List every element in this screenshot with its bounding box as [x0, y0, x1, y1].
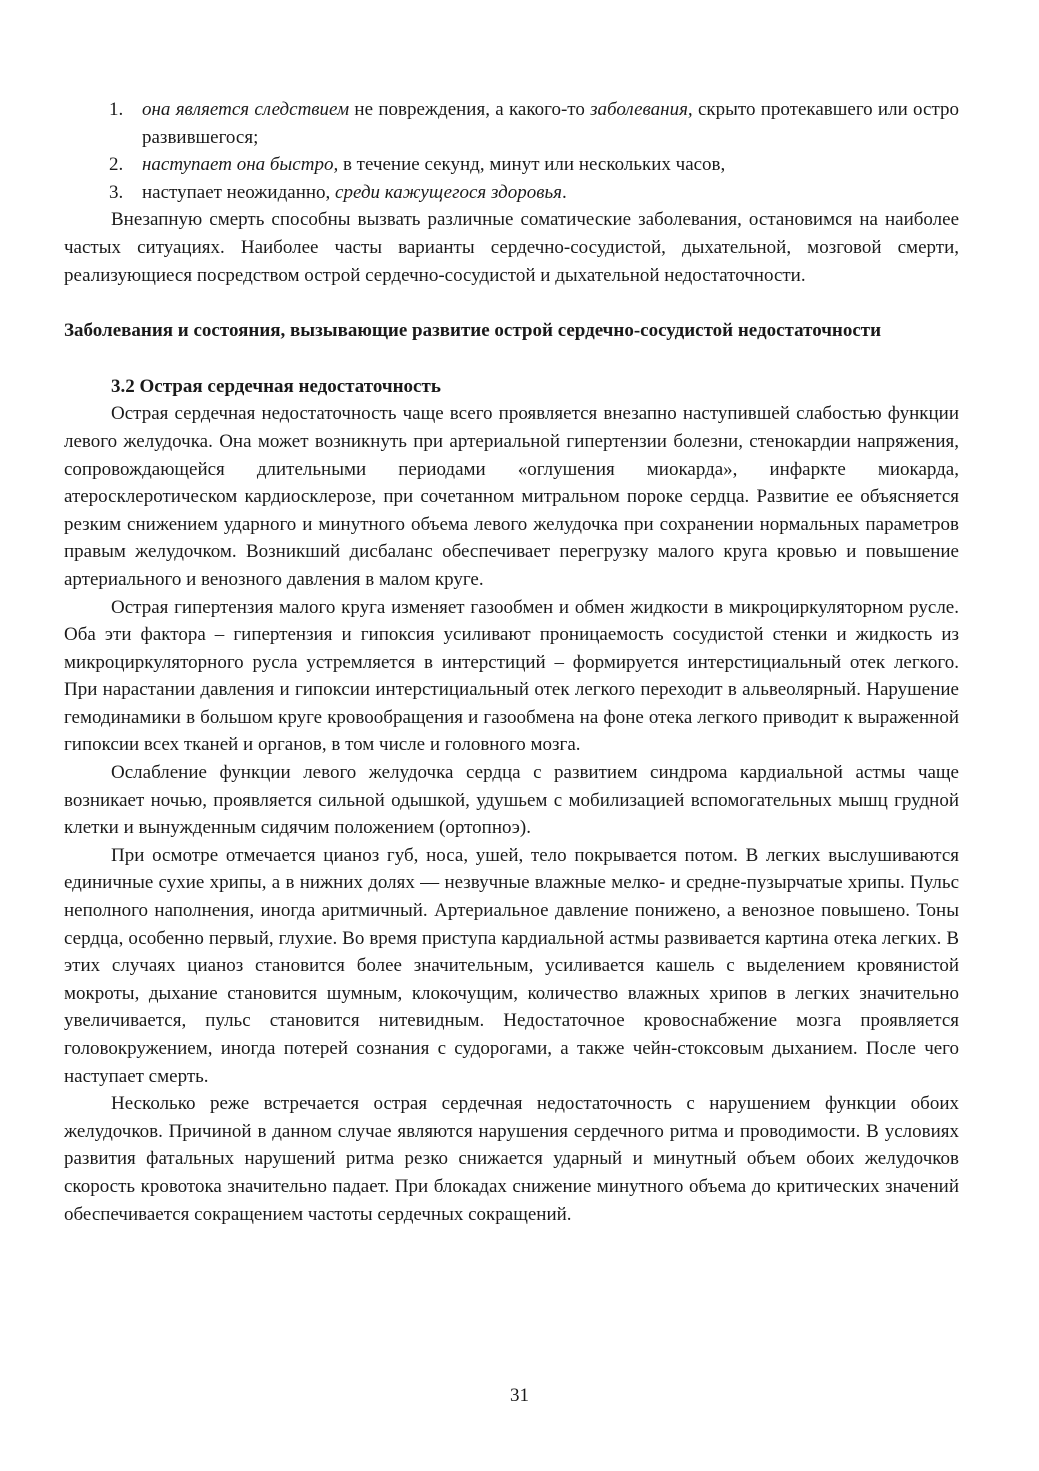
list-text: .	[562, 181, 567, 203]
italic-text: наступает она быстро,	[142, 154, 339, 176]
italic-text: заболевания,	[590, 99, 693, 120]
list-text: скрыто протекавшего или остро развившегося;	[142, 99, 959, 148]
numbered-list	[64, 96, 959, 206]
subsection-heading: 3.2 Острая сердечная недостаточность	[111, 375, 441, 397]
list-number: 3.	[109, 181, 124, 203]
paragraph: При осмотре отмечается цианоз губ, носа, ушей, тело покрывается потом. В легких выслушиваются единичные сухие хрипы, а в нижних долях — незвучные влажные мелко- и средне-пузырчатые хрипы. Пульс неполного наполнения, иногда аритмичный. Артериальное давление понижено, а венозное повышено. Тоны сердца, особенно первый, глухие. Во время приступа кардиальной астмы развивается картина отека легких. В этих случаях цианоз становится более значительным, усиливается кашель с выделением кровянистой мокроты, дыхание становится шумным, клокочущим, количество влажных хрипов в легких значительно увеличивается, пульс становится нитевидным. Недостаточное кровоснабжение мозга проявляется головокружением, иногда потерей сознания с судорогами, а также чейн-стоксовым дыханием. После чего наступает смерть.	[64, 844, 959, 1087]
paragraph: Ослабление функции левого желудочка сердца с развитием синдрома кардиальной астмы чаще возникает ночью, проявляется сильной одышкой, удушьем с мобилизацией вспомогательных мышц грудной клетки и вынужденным сидячим положением (ортопноэ).	[64, 762, 959, 839]
list-number: 2.	[109, 154, 124, 176]
paragraph: Внезапную смерть способны вызвать различные соматические заболевания, остановимся на наиболее частых ситуациях. Наиболее часты варианты сердечно-сосудистой, дыхательной, мозговой смерти, реализующиеся посредством острой сердечно-сосудистой и дыхательной недостаточности.	[64, 209, 959, 286]
list-text: наступает неожиданно,	[142, 181, 336, 203]
paragraph: Несколько реже встречается острая сердечная недостаточность с нарушением функции обоих желудочков. Причиной в данном случае являются нарушения сердечного ритма и проводимости. В условиях развития фатальных нарушений ритма резко снижается ударный и минутный объем обоих желудочков скорость кровотока значительно падает. При блокадах снижение минутного объема до критических значений обеспечивается сокращением частоты сердечных сокращений.	[64, 1093, 959, 1225]
section-heading: Заболевания и состояния, вызывающие развитие острой сердечно-сосудистой недостаточности	[64, 320, 882, 342]
list-item	[64, 151, 959, 179]
list-item	[64, 179, 959, 207]
page-number: 31	[510, 1385, 529, 1406]
document-page	[64, 96, 959, 1228]
paragraph: Острая сердечная недостаточность чаще всего проявляется внезапно наступившей слабостью функции левого желудочка. Она может возникнуть при артериальной гипертензии болезни, стенокардии напряжения, сопровождающейся длительными периодами «оглушения миокарда», инфаркте миокарда, атеросклеротическом кардиосклерозе, при сочетанном митральном пороке сердца. Развитие ее объясняется резким снижением ударного и минутного объема левого желудочка при сохранении нормальных параметров правым желудочком. Возникший дисбаланс обеспечивает перегрузку малого круга кровью и повышение артериального и венозного давления в малом круге.	[64, 403, 959, 590]
italic-text: среди кажущегося здоровья	[335, 181, 562, 203]
list-text: не повреждения, а какого-то	[349, 99, 591, 120]
list-text: в течение секунд, минут или нескольких часов,	[338, 154, 726, 176]
italic-text: она является следствием	[142, 99, 350, 120]
list-item	[64, 96, 959, 151]
list-number: 1.	[109, 99, 124, 120]
paragraph: Острая гипертензия малого круга изменяет газообмен и обмен жидкости в микроциркуляторном русле. Оба эти фактора – гипертензия и гипоксия усиливают проницаемость сосудистой стенки и жидкость из микроциркуляторного русла устремляется в интерстиций – формируется интерстициальный отек легкого. При нарастании давления и гипоксии интерстициальный отек легкого переходит в альвеолярный. Нарушение гемодинамики в большом круге кровообращения и газообмена на фоне отека легкого приводит к выраженной гипоксии всех тканей и органов, в том числе и головного мозга.	[64, 596, 959, 756]
